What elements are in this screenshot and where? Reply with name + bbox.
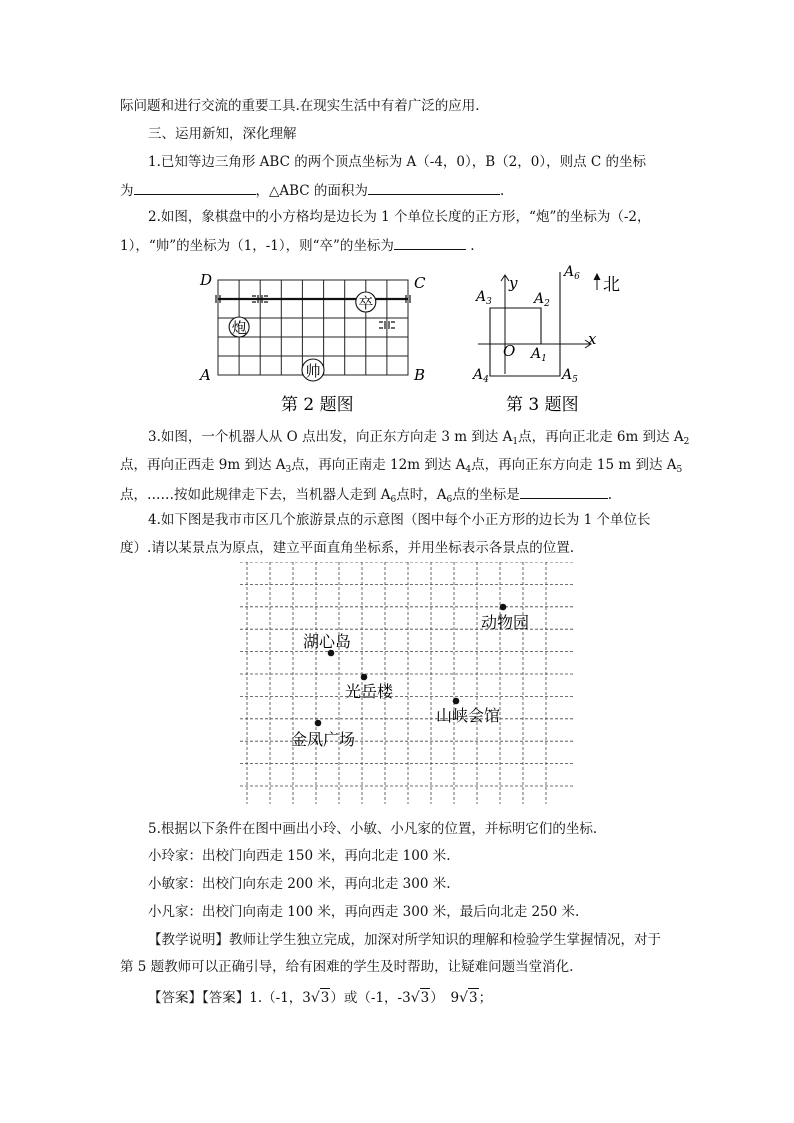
q3-text: 点时，A <box>396 487 447 503</box>
subscript: 6 <box>446 495 453 505</box>
answer-blank <box>394 235 466 250</box>
answer-blank <box>368 180 500 195</box>
q5-line1: 5.根据以下条件在图中画出小玲、小敏、小凡家的位置，并标明它们的坐标. <box>148 821 598 837</box>
q3-line2 <box>120 456 682 479</box>
piece-shuai <box>302 359 324 381</box>
q3-text: 点，……按如此规律走下去，当机器人走到 A <box>120 487 391 503</box>
robot-path-figure <box>470 258 640 418</box>
point-label: A <box>534 291 545 307</box>
axis-label: y <box>509 274 518 292</box>
subscript: 3 <box>285 465 292 475</box>
hall-label: 山峡会馆 <box>436 706 501 725</box>
q3-text: 点，再向正南走 12m 到达 A <box>291 457 466 473</box>
sqrt-sign: √ <box>310 990 320 1006</box>
scenic-map <box>240 562 576 812</box>
subscript: 1 <box>512 437 519 447</box>
axis-label: x <box>588 330 597 348</box>
zu-label: 卒 <box>358 294 374 312</box>
piece-pao <box>229 317 249 337</box>
point-label: A <box>531 346 542 362</box>
section-title: 三、运用新知，深化理解 <box>148 126 297 142</box>
zoo-label: 动物园 <box>481 613 530 632</box>
origin-label: O <box>503 342 516 360</box>
subscript: 4 <box>465 465 472 475</box>
q4-line1: 4.如下图是我市市区几个旅游景点的示意图（图中每个小正方形的边长为 1 个单位长 <box>148 512 651 528</box>
teaching-note-line2: 第 5 题教师可以正确引导，给有困难的学生及时帮助，让疑难问题当堂消化. <box>120 959 574 975</box>
q3-text: 点，再向正东方向走 15 m 到达 A <box>471 457 677 473</box>
sqrt-sign: √ <box>459 990 468 1006</box>
figure-caption: 第 2 题图 <box>281 395 354 415</box>
q2-line1: 2.如图，象棋盘中的小方格均是边长为 1 个单位长度的正方形，“炮”的坐标为（-2， <box>148 209 651 225</box>
landmark-hall <box>436 698 500 725</box>
point-label: A <box>562 367 573 383</box>
point-label: A <box>564 264 575 280</box>
answer-text: ） 9 <box>430 990 460 1006</box>
sqrt-radicand: 3 <box>320 990 330 1006</box>
q3-line3 <box>120 484 612 509</box>
q4-line2: 度）.请以某景点为原点，建立平面直角坐标系，并用坐标表示各景点的位置. <box>120 540 575 556</box>
landmark-tower <box>345 674 394 701</box>
svg-text:A3 <box>474 289 492 307</box>
q3-text: 点，再向正西走 9m 到达 A <box>120 457 286 473</box>
q3-text: 点的坐标是 <box>452 487 520 503</box>
point-labels <box>471 264 580 385</box>
answer-line <box>148 988 492 1007</box>
sqrt-radicand: 3 <box>468 990 478 1006</box>
point-subscript: 3 <box>486 297 492 307</box>
tower-label: 光岳楼 <box>345 682 394 701</box>
point-subscript: 4 <box>483 375 489 385</box>
q5-ling: 小玲家：出校门向西走 150 米，再向北走 100 米. <box>148 848 451 864</box>
point-subscript: 1 <box>541 354 547 364</box>
figure-caption: 第 3 题图 <box>506 395 579 415</box>
landmark-plaza <box>291 720 355 749</box>
answer-blank <box>134 180 256 195</box>
q2-text: 1），“帅”的坐标为（1，-1），则“卒”的坐标为 <box>120 238 394 254</box>
svg-text:A6 <box>562 264 580 282</box>
point-subscript: 5 <box>572 375 578 385</box>
point-subscript: 6 <box>574 272 580 282</box>
corner-label: B <box>414 366 426 384</box>
sqrt-radicand: 3 <box>420 990 430 1006</box>
svg-text:A2 <box>532 291 550 309</box>
subscript: 5 <box>676 465 683 475</box>
lake-label: 湖心岛 <box>303 632 352 651</box>
point-label: A <box>473 367 484 383</box>
north-label: 北 <box>603 275 620 295</box>
pao-label: 炮 <box>231 319 247 337</box>
subscript: 6 <box>390 495 397 505</box>
q1-line1: 1.已知等边三角形 ABC 的两个顶点坐标为 A（-4，0），B（2，0），则点 C 的坐标 <box>148 154 647 170</box>
answer-blank <box>520 484 608 499</box>
subscript: 2 <box>683 437 690 447</box>
plaza-label: 金凤广场 <box>291 730 356 749</box>
svg-text:A1 <box>529 346 547 364</box>
sqrt-sign: √ <box>410 990 420 1006</box>
teaching-note-line1: 【教学说明】教师让学生独立完成，加深对所学知识的理解和检验学生掌握情况，对于 <box>148 932 661 948</box>
q3-text: 3.如图，一个机器人从 O 点出发，向正东方向走 3 m 到达 A <box>148 429 513 445</box>
q1-line2 <box>120 180 504 200</box>
answer-text: 【答案】【答案】1.（-1，3 <box>148 990 311 1006</box>
shuai-label: 帅 <box>305 362 321 380</box>
q3-text: . <box>607 487 613 503</box>
point-subscript: 2 <box>544 299 550 309</box>
q3-line1 <box>148 428 689 451</box>
chessboard-figure <box>196 262 432 420</box>
point-label: A <box>476 289 487 305</box>
q2-line2 <box>120 235 475 255</box>
q5-min: 小敏家：出校门向东走 200 米，再向北走 300 米. <box>148 876 451 892</box>
landmark-zoo <box>481 604 529 632</box>
q1-text: 为 <box>120 183 134 199</box>
svg-text:A4 <box>471 367 489 385</box>
q1-text: ，△ABC 的面积为 <box>255 183 368 199</box>
q1-text: . <box>499 183 505 199</box>
answer-text: ； <box>478 990 493 1006</box>
piece-zu <box>356 292 376 312</box>
q3-text: 点，再向正北走 6m 到达 A <box>518 429 684 445</box>
q5-fan: 小凡家：出校门向南走 100 米，再向西走 300 米，最后向北走 250 米. <box>148 904 580 920</box>
q2-text: . <box>470 238 475 254</box>
landmark-lake <box>303 632 351 656</box>
corner-label: D <box>200 271 213 289</box>
svg-text:A5 <box>560 367 578 385</box>
corner-label: A <box>200 366 211 384</box>
corner-label: C <box>414 274 426 292</box>
intro-tail: 际问题和进行交流的重要工具.在现实生活中有着广泛的应用. <box>120 98 480 114</box>
answer-text: ）或（-1，-3 <box>330 990 411 1006</box>
map-grid <box>240 562 573 804</box>
